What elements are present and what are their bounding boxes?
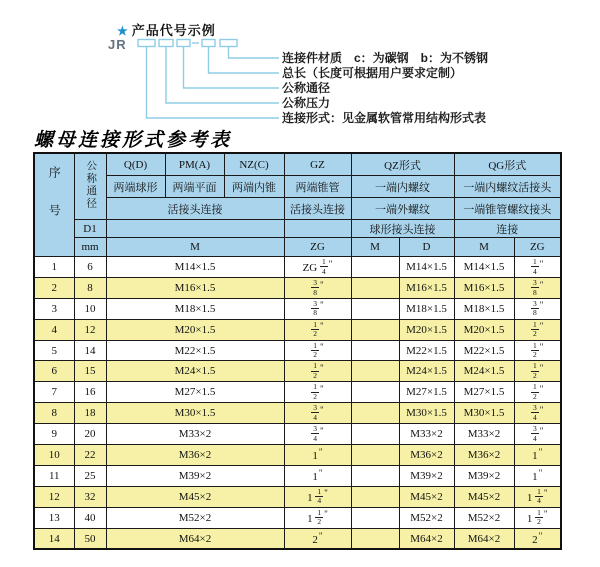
table-cell: M52×2 [454, 507, 514, 528]
table-cell: 1 [34, 257, 74, 278]
table-cell: 1 $\frac{1}{2}$ " [284, 507, 351, 528]
table-cell: M18×1.5 [454, 298, 514, 319]
table-cell: 14 [74, 340, 106, 361]
table-cell: $\frac{3}{8}$ " [514, 277, 561, 298]
callout-total-length: 总长（长度可根据用户要求定制） [282, 66, 463, 80]
table-cell: 12 [74, 319, 106, 340]
table-row [34, 257, 561, 278]
header-col-qz: QZ形式 [351, 153, 454, 176]
table-cell: 8 [74, 277, 106, 298]
table-cell: M24×1.5 [106, 361, 284, 382]
table-cell: 16 [74, 382, 106, 403]
table-cell [351, 486, 399, 507]
table-cell: 5 [34, 340, 74, 361]
callout-line [229, 47, 280, 59]
table-cell [351, 403, 399, 424]
header-qg-zg: ZG [514, 238, 561, 257]
code-prefix: JR [108, 37, 127, 52]
table-cell: 1 $\frac{1}{4}$ " [284, 486, 351, 507]
table-cell: 1 $\frac{1}{2}$ " [514, 507, 561, 528]
table-cell: M22×1.5 [399, 340, 454, 361]
table-cell [351, 528, 399, 549]
table-cell: M20×1.5 [454, 319, 514, 340]
table-cell: $\frac{1}{2}$ " [514, 361, 561, 382]
table-cell: 4 [34, 319, 74, 340]
table-row [34, 445, 561, 466]
table-body [34, 257, 561, 550]
table-cell: 1" [284, 445, 351, 466]
table-cell: M52×2 [106, 507, 284, 528]
table-cell: 11 [34, 465, 74, 486]
table-cell: 14 [34, 528, 74, 549]
code-segment-box [138, 40, 155, 47]
table-cell: M36×2 [106, 445, 284, 466]
table-row [34, 361, 561, 382]
header-qg-desc-bottom: 一端锥管螺纹接头 [454, 198, 561, 220]
table-cell: $\frac{1}{2}$ " [284, 340, 351, 361]
code-segment-box [159, 40, 173, 47]
table-cell: M24×1.5 [399, 361, 454, 382]
table-cell: 32 [74, 486, 106, 507]
table-cell: $\frac{1}{2}$ " [284, 382, 351, 403]
table-cell: M33×2 [106, 424, 284, 445]
table-cell: 25 [74, 465, 106, 486]
diagram-heading-text: 产品代号示例 [131, 23, 216, 38]
header-d1: D1 [74, 220, 106, 238]
header-nzc-desc: 两端内锥 [224, 176, 284, 198]
table-cell: $\frac{3}{8}$ " [514, 298, 561, 319]
header-zg-label: ZG [284, 238, 351, 257]
table-cell: M36×2 [399, 445, 454, 466]
table-cell: 20 [74, 424, 106, 445]
table-cell: M24×1.5 [454, 361, 514, 382]
header-gz-connection: 活接头连接 [284, 198, 351, 220]
table-cell: 22 [74, 445, 106, 466]
callout-line [184, 47, 280, 89]
header-col-qg: QG形式 [454, 153, 561, 176]
table-cell: 3 [34, 298, 74, 319]
table-cell: M33×2 [454, 424, 514, 445]
table-cell: $\frac{1}{2}$ " [284, 361, 351, 382]
table-cell: 13 [34, 507, 74, 528]
header-qz-d: D [399, 238, 454, 257]
table-row [34, 465, 561, 486]
table-cell: 15 [74, 361, 106, 382]
table-row [34, 507, 561, 528]
header-qg-connection: 连接 [454, 220, 561, 238]
table-cell: $\frac{3}{8}$ " [284, 277, 351, 298]
table-cell: $\frac{1}{2}$ " [514, 340, 561, 361]
table-cell [351, 424, 399, 445]
table-cell: 1" [514, 465, 561, 486]
table-cell: M45×2 [399, 486, 454, 507]
code-segment-box [220, 40, 237, 47]
table-cell: M30×1.5 [106, 403, 284, 424]
table-cell: M52×2 [399, 507, 454, 528]
table-row [34, 382, 561, 403]
table-cell: 50 [74, 528, 106, 549]
table-row [34, 298, 561, 319]
table-cell: 40 [74, 507, 106, 528]
header-qg-m: M [454, 238, 514, 257]
header-col-nzc: NZ(C) [224, 153, 284, 176]
table-cell: M22×1.5 [106, 340, 284, 361]
table-cell: 2" [514, 528, 561, 549]
header-qz-m: M [351, 238, 399, 257]
table-cell: M22×1.5 [454, 340, 514, 361]
table-cell: $\frac{3}{4}$ " [284, 424, 351, 445]
table-cell: 7 [34, 382, 74, 403]
table-cell: M14×1.5 [399, 257, 454, 278]
table-cell [351, 382, 399, 403]
header-qz-desc-top: 一端内螺纹 [351, 176, 454, 198]
header-m-label: M [106, 238, 284, 257]
table-row [34, 424, 561, 445]
header-col-qd: Q(D) [106, 153, 165, 176]
table-cell: M27×1.5 [399, 382, 454, 403]
table-cell [351, 298, 399, 319]
table-cell: 18 [74, 403, 106, 424]
table-cell [351, 319, 399, 340]
header-qz-connection: 球形接头连接 [351, 220, 454, 238]
header-empty-cell [106, 220, 284, 238]
table-cell: M16×1.5 [106, 277, 284, 298]
callout-nominal-diameter: 公称通径 [282, 81, 331, 95]
table-cell: M30×1.5 [399, 403, 454, 424]
header-qz-desc-bottom: 一端外螺纹 [351, 198, 454, 220]
table-cell: M39×2 [399, 465, 454, 486]
table-cell: 1 $\frac{1}{4}$ " [514, 486, 561, 507]
table-cell: $\frac{3}{4}$ " [514, 403, 561, 424]
table-row [34, 340, 561, 361]
header-gz-desc: 两端锥管 [284, 176, 351, 198]
table-cell: $\frac{1}{4}$ " [514, 257, 561, 278]
callout-material: 连接件材质 c：为碳钢 b：为不锈钢 [282, 51, 489, 65]
table-row [34, 403, 561, 424]
table-cell: 10 [74, 298, 106, 319]
table-cell: 1" [514, 445, 561, 466]
code-segment-box [202, 40, 215, 47]
table-cell: M14×1.5 [106, 257, 284, 278]
header-serial-no: 序号 [34, 153, 74, 257]
table-cell: M20×1.5 [399, 319, 454, 340]
table-cell: $\frac{1}{2}$ " [284, 319, 351, 340]
table-cell [351, 507, 399, 528]
header-col-pma: PM(A) [165, 153, 224, 176]
table-cell [351, 361, 399, 382]
header-pma-desc: 两端平面 [165, 176, 224, 198]
header-union-connection: 活接头连接 [106, 198, 284, 220]
table-cell: M16×1.5 [399, 277, 454, 298]
table-cell: $\frac{3}{8}$ " [284, 298, 351, 319]
table-cell: M45×2 [454, 486, 514, 507]
table-cell [351, 445, 399, 466]
table-row [34, 319, 561, 340]
callout-line [209, 47, 280, 74]
table-cell: 12 [34, 486, 74, 507]
table-cell: M64×2 [454, 528, 514, 549]
header-qg-desc-top: 一端内螺纹活接头 [454, 176, 561, 198]
table-cell: M16×1.5 [454, 277, 514, 298]
callout-connection-form: 连接形式：见金属软管常用结构形式表 [282, 111, 487, 125]
code-segment-box [177, 40, 190, 47]
table-cell: $\frac{3}{4}$ " [284, 403, 351, 424]
table-cell: M30×1.5 [454, 403, 514, 424]
table-cell: 6 [34, 361, 74, 382]
table-cell: M27×1.5 [106, 382, 284, 403]
table-cell: 2" [284, 528, 351, 549]
header-col-gz: GZ [284, 153, 351, 176]
table-cell: $\frac{1}{2}$ " [514, 319, 561, 340]
table-cell [351, 340, 399, 361]
table-cell: 8 [34, 403, 74, 424]
callout-nominal-pressure: 公称压力 [282, 96, 331, 110]
table-cell: M39×2 [454, 465, 514, 486]
header-unit-mm: mm [74, 238, 106, 257]
table-row [34, 486, 561, 507]
table-cell: M64×2 [106, 528, 284, 549]
star-icon: ★ [117, 24, 129, 38]
table-cell: M18×1.5 [399, 298, 454, 319]
table-cell: 10 [34, 445, 74, 466]
table-cell: M18×1.5 [106, 298, 284, 319]
table-cell: 6 [74, 257, 106, 278]
table-cell: M39×2 [106, 465, 284, 486]
table-cell [351, 277, 399, 298]
table-header [34, 153, 561, 257]
table-cell: M14×1.5 [454, 257, 514, 278]
table-cell: M33×2 [399, 424, 454, 445]
table-cell: M45×2 [106, 486, 284, 507]
table-cell: M27×1.5 [454, 382, 514, 403]
header-qd-desc: 两端球形 [106, 176, 165, 198]
table-cell: M20×1.5 [106, 319, 284, 340]
table-cell [351, 465, 399, 486]
header-nominal-diameter: 公称通径 [74, 153, 106, 220]
table-cell: ZG $\frac{1}{4}$ " [284, 257, 351, 278]
table-cell: 2 [34, 277, 74, 298]
table-cell: M36×2 [454, 445, 514, 466]
table-cell: 1" [284, 465, 351, 486]
table-cell: $\frac{3}{4}$ " [514, 424, 561, 445]
table-cell: $\frac{1}{2}$ " [514, 382, 561, 403]
table-row [34, 277, 561, 298]
table-cell: 9 [34, 424, 74, 445]
table-cell [351, 257, 399, 278]
header-empty-cell [284, 220, 351, 238]
table-title: 螺母连接形式参考表 [34, 130, 233, 151]
table-cell: M64×2 [399, 528, 454, 549]
reference-table [33, 152, 562, 550]
table-row [34, 528, 561, 549]
